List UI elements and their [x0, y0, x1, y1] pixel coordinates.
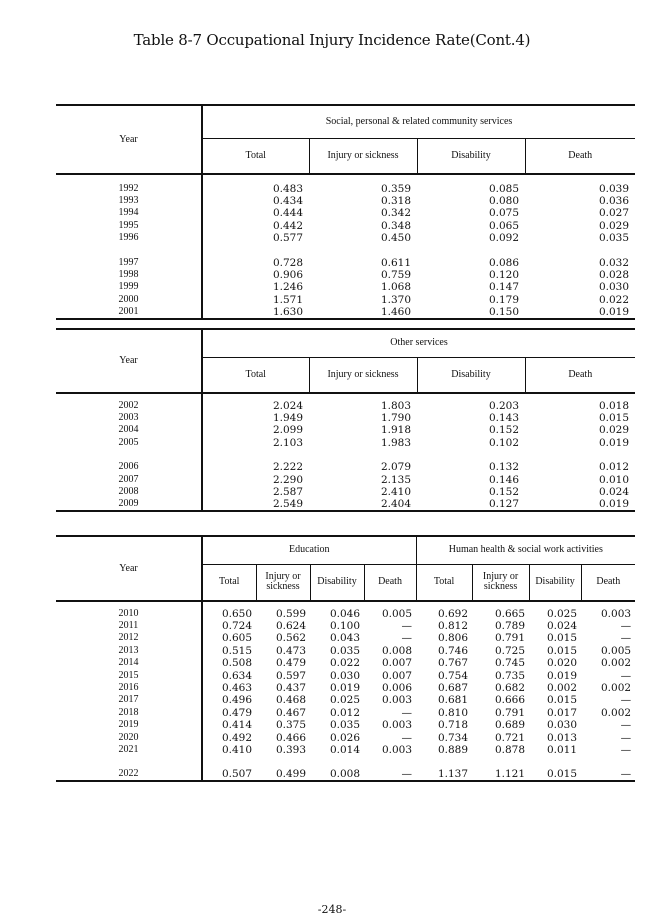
section-heading-education: Education — [202, 536, 416, 564]
value-cell: 0.393 — [275, 743, 306, 756]
value-cell: 2.410 — [380, 485, 411, 498]
value-cell: 0.026 — [329, 731, 360, 744]
value-cell: 0.015 — [546, 644, 578, 657]
year-cell: 2015 — [118, 669, 139, 681]
value-cell: 1.068 — [380, 281, 411, 294]
value-cell: 0.599 — [275, 608, 306, 620]
col-header-total: Total — [202, 357, 309, 393]
value-cell: 0.046 — [329, 608, 360, 620]
value-cell: 1.790 — [380, 412, 411, 424]
value-cell: 0.030 — [546, 719, 578, 732]
value-cell: 0.003 — [601, 608, 632, 620]
value-cell: 0.152 — [488, 424, 519, 437]
value-cell: 0.020 — [546, 657, 578, 670]
value-cell: — — [401, 632, 413, 645]
value-cell: 0.812 — [437, 620, 469, 632]
year-cell: 1997 — [118, 256, 139, 268]
col-header-disability: Disability — [417, 138, 525, 174]
col-header-death: Death — [581, 564, 635, 601]
value-cell: 0.577 — [202, 232, 309, 256]
value-cell: 0.499 — [256, 768, 310, 781]
section-heading-health: Human health & social work activities — [416, 536, 635, 564]
value-cell: 0.791 — [494, 706, 526, 719]
year-cell: 2012 — [118, 632, 139, 644]
value-cell: 1.918 — [380, 424, 411, 437]
col-header-death: Death — [525, 357, 635, 393]
section-heading: Social, personal & related community services — [202, 105, 635, 138]
value-cell: — — [401, 706, 413, 719]
table-row — [56, 195, 635, 207]
table-row — [56, 682, 635, 694]
value-cell: — — [620, 632, 632, 645]
value-cell: 0.024 — [546, 620, 578, 632]
table-row — [56, 601, 635, 620]
value-cell: 0.007 — [381, 669, 413, 682]
value-cell: 0.100 — [329, 620, 360, 632]
value-cell: 0.005 — [601, 644, 632, 657]
value-cell: 0.019 — [525, 498, 635, 511]
table-row — [56, 620, 635, 632]
table-row — [56, 744, 635, 768]
value-cell: 0.735 — [494, 669, 526, 682]
year-cell: 1995 — [118, 219, 139, 231]
table-section-social — [56, 104, 635, 320]
value-cell: 2.024 — [202, 393, 309, 412]
value-cell: 0.143 — [488, 412, 519, 424]
col-header-disability: Disability — [310, 564, 364, 601]
value-cell: 0.019 — [546, 669, 578, 682]
value-cell: 0.508 — [202, 657, 256, 669]
value-cell: 0.017 — [546, 706, 578, 719]
year-cell: 1998 — [118, 268, 139, 280]
value-cell: 0.681 — [437, 694, 469, 707]
table-row — [56, 732, 635, 744]
value-cell: 2.549 — [202, 498, 309, 511]
value-cell: 0.015 — [546, 632, 578, 645]
value-cell: 1.630 — [202, 306, 309, 319]
value-cell: 0.375 — [275, 719, 306, 732]
value-cell: 0.467 — [275, 706, 306, 719]
value-cell: 0.015 — [598, 412, 630, 424]
value-cell: 0.342 — [380, 207, 411, 220]
col-header-total: Total — [202, 564, 256, 601]
value-cell: — — [620, 620, 632, 632]
value-cell: 1.949 — [202, 412, 309, 424]
table-row — [56, 498, 635, 511]
table-row — [56, 474, 635, 486]
table-row — [56, 393, 635, 412]
year-cell: 1994 — [118, 207, 139, 219]
value-cell: 0.080 — [488, 195, 519, 207]
col-header-injury: Injury or sickness — [256, 564, 310, 601]
value-cell: 0.410 — [202, 744, 256, 768]
value-cell: 0.015 — [546, 694, 578, 707]
col-header-injury: Injury or sickness — [309, 138, 417, 174]
value-cell: 0.515 — [202, 645, 256, 657]
value-cell: 0.444 — [202, 207, 309, 219]
value-cell: 0.479 — [202, 707, 256, 719]
value-cell: 2.099 — [202, 424, 309, 436]
col-header-disability: Disability — [529, 564, 581, 601]
value-cell: — — [401, 620, 413, 632]
value-cell: 0.005 — [381, 608, 413, 620]
value-cell: 0.483 — [202, 174, 309, 195]
col-header-disability: Disability — [417, 357, 525, 393]
year-cell: 2010 — [118, 608, 139, 619]
year-cell: 2008 — [118, 485, 139, 497]
table-row — [56, 424, 635, 436]
value-cell: 0.463 — [202, 682, 256, 694]
value-cell: 0.650 — [202, 601, 256, 620]
table-section-other — [56, 328, 635, 512]
table-row — [56, 768, 635, 781]
year-header: Year — [56, 536, 202, 601]
value-cell: 0.043 — [329, 632, 360, 645]
table-row — [56, 220, 635, 232]
value-cell: 0.019 — [598, 436, 630, 449]
value-cell: 0.029 — [598, 219, 629, 232]
col-header-death: Death — [364, 564, 416, 601]
table-row — [56, 269, 635, 281]
value-cell: 0.013 — [546, 731, 578, 744]
value-cell: 2.290 — [202, 474, 309, 486]
table-row — [56, 412, 635, 424]
value-cell: 0.689 — [494, 719, 526, 732]
value-cell: 0.035 — [329, 644, 360, 657]
value-cell: 1.370 — [380, 293, 411, 306]
value-cell: — — [364, 768, 416, 781]
value-cell: 1.571 — [202, 294, 309, 306]
year-cell: 1993 — [118, 195, 139, 206]
table-row — [56, 257, 635, 269]
value-cell: 0.065 — [488, 219, 519, 232]
table-row — [56, 694, 635, 706]
value-cell: 0.127 — [417, 498, 525, 511]
value-cell: — — [620, 743, 632, 756]
value-cell: 0.120 — [488, 268, 519, 281]
value-cell: 0.318 — [380, 195, 411, 207]
year-cell: 2002 — [118, 400, 139, 411]
value-cell: 0.507 — [202, 768, 256, 781]
value-cell: 1.983 — [380, 436, 411, 449]
value-cell: 0.012 — [329, 706, 360, 719]
year-cell: 1999 — [118, 281, 139, 293]
value-cell: 0.889 — [437, 743, 469, 756]
value-cell: 1.460 — [309, 306, 417, 319]
year-cell: 2017 — [118, 694, 139, 706]
value-cell: 0.147 — [488, 281, 519, 294]
value-cell: 2.135 — [380, 473, 411, 486]
table-row — [56, 719, 635, 731]
value-cell: 0.665 — [494, 608, 526, 620]
value-cell: — — [620, 669, 632, 682]
value-cell: 0.029 — [598, 424, 630, 437]
year-cell: 2013 — [118, 644, 139, 656]
table-row — [56, 486, 635, 498]
year-header: Year — [56, 105, 202, 174]
table-section-education-health — [56, 535, 635, 782]
value-cell: 0.019 — [525, 306, 635, 319]
table-row — [56, 437, 635, 461]
value-cell: 0.624 — [275, 620, 306, 632]
value-cell: 0.734 — [437, 731, 469, 744]
value-cell: 0.027 — [598, 207, 629, 220]
value-cell: 2.404 — [309, 498, 417, 511]
value-cell: 0.434 — [202, 195, 309, 207]
value-cell: 0.597 — [275, 669, 306, 682]
value-cell: 0.414 — [202, 719, 256, 731]
value-cell: 0.025 — [546, 608, 578, 620]
value-cell: — — [581, 768, 635, 781]
section-heading: Other services — [202, 329, 635, 357]
value-cell: 0.479 — [275, 657, 306, 670]
year-cell: 2004 — [118, 424, 139, 436]
value-cell: 0.039 — [598, 183, 629, 195]
value-cell: — — [620, 731, 632, 744]
value-cell: 0.466 — [275, 731, 306, 744]
year-cell: 2020 — [118, 731, 139, 743]
value-cell: 0.666 — [494, 694, 526, 707]
value-cell: 0.721 — [494, 731, 526, 744]
value-cell: 0.718 — [437, 719, 469, 732]
value-cell: — — [620, 719, 632, 732]
table-row — [56, 461, 635, 473]
col-header-injury: Injury or sickness — [472, 564, 529, 601]
value-cell: 0.002 — [601, 681, 632, 694]
value-cell: 0.024 — [598, 485, 630, 498]
col-header-death: Death — [525, 138, 635, 174]
value-cell: 0.759 — [380, 268, 411, 281]
table-row — [56, 670, 635, 682]
value-cell: 0.010 — [598, 473, 630, 486]
value-cell: 0.035 — [329, 719, 360, 732]
year-cell: 2022 — [56, 768, 202, 781]
value-cell: 0.754 — [437, 669, 469, 682]
value-cell: 0.473 — [275, 644, 306, 657]
value-cell: 0.806 — [437, 632, 469, 645]
table-row — [56, 294, 635, 306]
col-header-total: Total — [416, 564, 472, 601]
value-cell: 0.015 — [529, 768, 581, 781]
value-cell: 0.085 — [488, 183, 519, 195]
value-cell: 0.791 — [494, 632, 526, 645]
value-cell: 0.018 — [598, 400, 630, 412]
value-cell: 0.025 — [329, 694, 360, 707]
value-cell: 0.146 — [488, 473, 519, 486]
value-cell: 0.437 — [275, 681, 306, 694]
table-row — [56, 306, 635, 319]
value-cell: 0.011 — [546, 743, 578, 756]
value-cell: 2.587 — [202, 486, 309, 498]
year-cell: 2006 — [118, 461, 139, 473]
value-cell: 0.022 — [598, 293, 629, 306]
value-cell: 0.359 — [380, 183, 411, 195]
year-cell: 2009 — [56, 498, 202, 511]
value-cell: 0.003 — [381, 694, 413, 707]
page-number: -248- — [317, 903, 347, 916]
year-cell: 2018 — [118, 706, 139, 718]
value-cell: 0.605 — [202, 632, 256, 644]
value-cell: 0.007 — [381, 657, 413, 670]
value-cell: 0.767 — [437, 657, 469, 670]
value-cell: 0.611 — [380, 256, 411, 269]
value-cell: 0.724 — [202, 620, 256, 632]
value-cell: 0.102 — [488, 436, 519, 449]
value-cell: 0.789 — [494, 620, 526, 632]
value-cell: 0.348 — [380, 219, 411, 232]
value-cell: 0.014 — [329, 743, 360, 756]
value-cell: 0.468 — [275, 694, 306, 707]
value-cell: 0.086 — [488, 256, 519, 269]
value-cell: 0.002 — [601, 657, 632, 670]
year-cell: 2005 — [118, 436, 139, 448]
value-cell: 0.030 — [598, 281, 629, 294]
value-cell: 0.496 — [202, 694, 256, 706]
value-cell: 0.019 — [329, 681, 360, 694]
value-cell: 0.745 — [494, 657, 526, 670]
value-cell: 1.246 — [202, 281, 309, 293]
year-cell: 2016 — [118, 681, 139, 693]
value-cell: — — [401, 731, 413, 744]
value-cell: 0.746 — [437, 644, 469, 657]
value-cell: 0.006 — [381, 681, 413, 694]
value-cell: 2.222 — [202, 461, 309, 473]
table-row — [56, 174, 635, 195]
value-cell: 0.906 — [202, 269, 309, 281]
year-cell: 2007 — [118, 473, 139, 485]
value-cell: 0.687 — [437, 681, 469, 694]
year-cell: 2011 — [118, 620, 139, 631]
year-cell: 1992 — [118, 183, 139, 194]
value-cell: 0.028 — [598, 268, 629, 281]
value-cell: 0.634 — [202, 670, 256, 682]
value-cell: 0.562 — [275, 632, 306, 645]
table-row — [56, 645, 635, 657]
value-cell: 1.121 — [472, 768, 529, 781]
value-cell: 0.492 — [202, 732, 256, 744]
col-header-injury: Injury or sickness — [309, 357, 417, 393]
value-cell: 2.079 — [380, 461, 411, 474]
value-cell: 0.035 — [598, 232, 629, 245]
table-row — [56, 707, 635, 719]
year-cell: 2019 — [118, 719, 139, 731]
value-cell: 0.092 — [488, 232, 519, 245]
value-cell: 1.137 — [416, 768, 472, 781]
value-cell: 0.022 — [329, 657, 360, 670]
value-cell: 0.030 — [329, 669, 360, 682]
table-row — [56, 207, 635, 219]
year-cell: 2014 — [118, 657, 139, 669]
value-cell: 1.803 — [380, 400, 411, 412]
year-cell: 2000 — [118, 293, 139, 305]
year-cell: 2021 — [118, 743, 139, 755]
value-cell: 0.728 — [202, 257, 309, 269]
year-header: Year — [56, 329, 202, 393]
value-cell: 2.103 — [202, 437, 309, 461]
value-cell: 0.692 — [437, 608, 469, 620]
value-cell: 0.002 — [546, 681, 578, 694]
table-row — [56, 632, 635, 644]
value-cell: 0.878 — [494, 743, 526, 756]
value-cell: 0.036 — [598, 195, 629, 207]
value-cell: 0.003 — [381, 743, 413, 756]
value-cell: 0.203 — [488, 400, 519, 412]
value-cell: 0.075 — [488, 207, 519, 220]
value-cell: 0.008 — [381, 644, 413, 657]
year-cell: 2003 — [118, 412, 139, 423]
value-cell: 0.810 — [437, 706, 469, 719]
table-row — [56, 232, 635, 256]
year-cell: 1996 — [118, 232, 139, 244]
table-row — [56, 657, 635, 669]
year-cell: 2001 — [56, 306, 202, 319]
value-cell: 0.150 — [417, 306, 525, 319]
value-cell: — — [620, 694, 632, 707]
value-cell: 0.179 — [488, 293, 519, 306]
value-cell: 0.132 — [488, 461, 519, 474]
value-cell: 0.450 — [380, 232, 411, 245]
value-cell: 0.032 — [598, 256, 629, 269]
value-cell: 0.725 — [494, 644, 526, 657]
value-cell: 0.152 — [488, 485, 519, 498]
value-cell: 0.002 — [601, 706, 632, 719]
value-cell: 0.442 — [202, 220, 309, 232]
value-cell: 0.012 — [598, 461, 630, 474]
page-title: Table 8-7 Occupational Injury Incidence Rate(Cont.4) — [133, 31, 531, 49]
col-header-total: Total — [202, 138, 309, 174]
value-cell: 0.003 — [381, 719, 413, 732]
value-cell: 0.682 — [494, 681, 526, 694]
table-row — [56, 281, 635, 293]
value-cell: 0.008 — [310, 768, 364, 781]
